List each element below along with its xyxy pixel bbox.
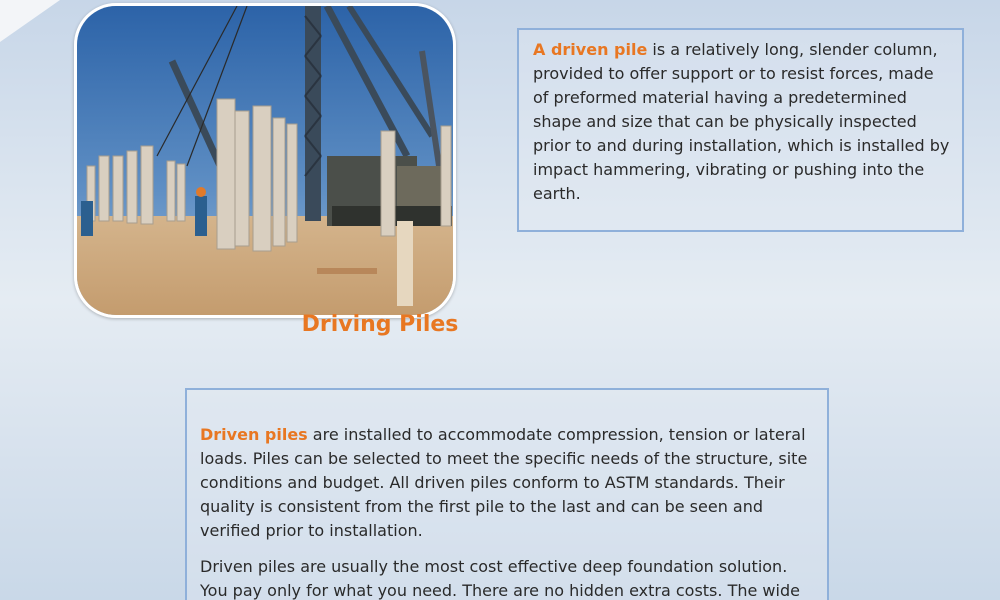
construction-site-photo-icon [77,6,453,315]
pile-driving-photo [74,3,456,318]
benefits-paragraph-2: Driven piles are usually the most cost effective deep foundation solution. You pay only for what you need. There are no hidden extra costs. The wide [200,557,800,600]
benefits-text-1: are installed to accommodate compression, tension or lateral loads. Piles can be selected to meet the specific needs of the structure, site conditions and budget. All driven piles conform to ASTM standards. Their quality is consistent from the first pile to the last and can be seen and verified prior to installation. [200,425,808,540]
definition-highlight: A driven pile [533,40,648,59]
corner-decoration [0,0,60,42]
definition-text: is a relatively long, slender column, provided to offer support or to resist forces, made of preformed material having a predetermined shape and size that can be physically inspected prior to and during installation, which is installed by impact hammering, vibrating or pushing into the earth. [533,40,950,203]
definition-paragraph [533,38,950,206]
benefits-paragraph-1 [200,423,817,543]
benefits-highlight: Driven piles [200,425,308,444]
definition-textbox [517,28,964,232]
photo-caption: Driving Piles [301,312,459,337]
benefits-textbox [185,388,829,600]
